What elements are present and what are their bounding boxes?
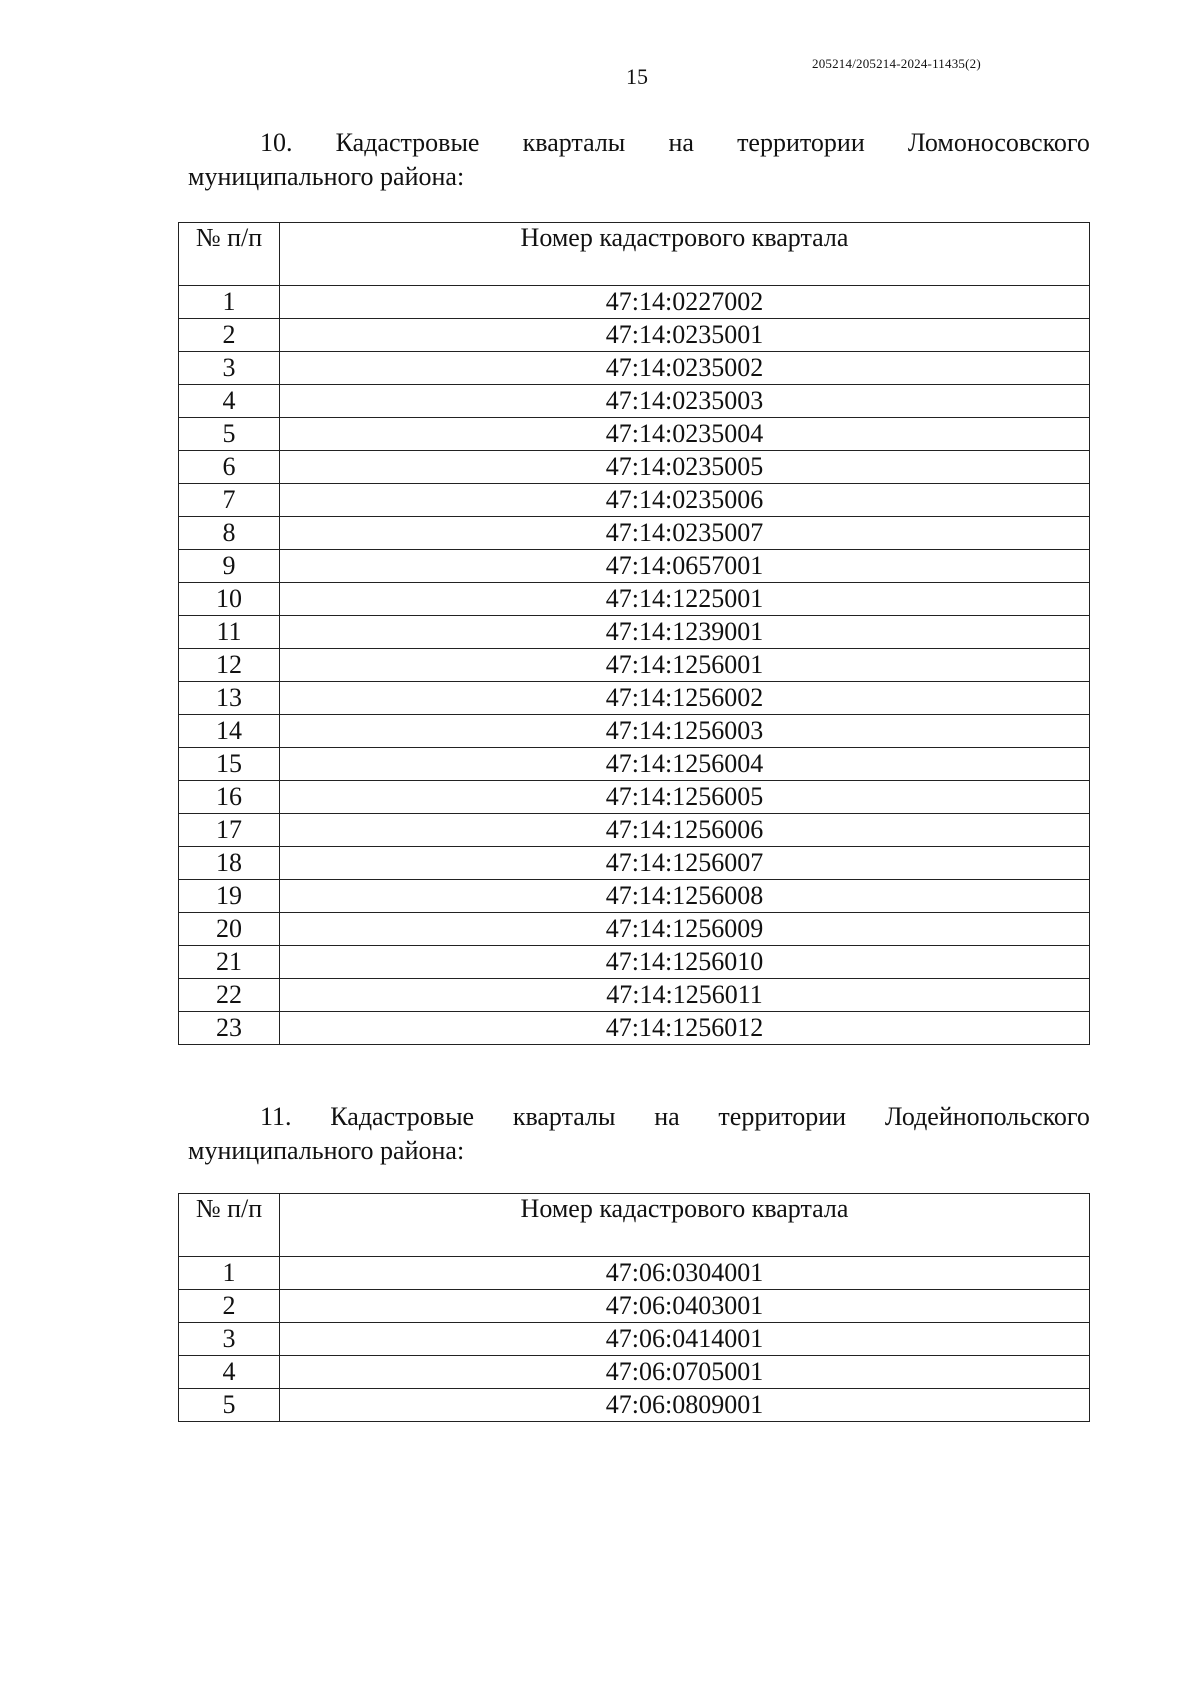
table-row: [179, 1257, 1090, 1290]
cadastral-block-cell: 47:14:0235003: [280, 385, 1090, 418]
section-heading-11: [188, 1100, 1090, 1168]
row-number-cell: 19: [179, 880, 280, 913]
document-code: 205214/205214-2024-11435(2): [812, 56, 981, 71]
table-row: [179, 880, 1090, 913]
cadastral-block-cell: 47:06:0809001: [280, 1389, 1090, 1422]
cadastral-block-cell: 47:14:1256009: [280, 913, 1090, 946]
cadastral-block-cell: 47:14:0657001: [280, 550, 1090, 583]
row-number-cell: 13: [179, 682, 280, 715]
cadastral-block-cell: 47:06:0304001: [280, 1257, 1090, 1290]
cadastral-block-cell: 47:14:1256010: [280, 946, 1090, 979]
table-row: [179, 550, 1090, 583]
table-row: [179, 352, 1090, 385]
table-row: [179, 385, 1090, 418]
section-number: 11.: [260, 1102, 292, 1131]
section-heading-line1: [188, 1100, 1090, 1134]
row-number-cell: 4: [179, 1356, 280, 1389]
table-header-row: [179, 1194, 1090, 1257]
column-header-number: № п/п: [179, 1194, 280, 1257]
table-row: [179, 484, 1090, 517]
cadastral-block-cell: 47:14:1256011: [280, 979, 1090, 1012]
cadastral-block-cell: 47:14:1256004: [280, 748, 1090, 781]
row-number-cell: 23: [179, 1012, 280, 1045]
heading-word: на: [654, 1102, 680, 1131]
column-header-block-number: Номер кадастрового квартала: [280, 1194, 1090, 1257]
table-row: [179, 1389, 1090, 1422]
cadastral-block-cell: 47:14:1256012: [280, 1012, 1090, 1045]
cadastral-block-cell: 47:14:0235001: [280, 319, 1090, 352]
row-number-cell: 2: [179, 1290, 280, 1323]
table-row: [179, 1012, 1090, 1045]
section-heading-line2: муниципального района:: [188, 162, 465, 191]
row-number-cell: 1: [179, 286, 280, 319]
section-number: 10.: [260, 128, 293, 157]
heading-word: кварталы: [522, 128, 626, 157]
page-number: 15: [626, 64, 648, 89]
row-number-cell: 14: [179, 715, 280, 748]
cadastral-block-cell: 47:14:0235004: [280, 418, 1090, 451]
row-number-cell: 8: [179, 517, 280, 550]
table-header-row: [179, 223, 1090, 286]
row-number-cell: 7: [179, 484, 280, 517]
heading-word: кварталы: [512, 1102, 616, 1131]
table-row: [179, 847, 1090, 880]
cadastral-block-cell: 47:14:1256003: [280, 715, 1090, 748]
table-row: [179, 517, 1090, 550]
row-number-cell: 2: [179, 319, 280, 352]
table-body: [179, 286, 1090, 1045]
row-number-cell: 5: [179, 1389, 280, 1422]
table-row: [179, 286, 1090, 319]
row-number-cell: 20: [179, 913, 280, 946]
row-number-cell: 3: [179, 352, 280, 385]
cadastral-block-cell: 47:14:1256006: [280, 814, 1090, 847]
column-header-number: № п/п: [179, 223, 280, 286]
table-row: [179, 451, 1090, 484]
section-heading-10: [188, 126, 1090, 194]
row-number-cell: 15: [179, 748, 280, 781]
row-number-cell: 11: [179, 616, 280, 649]
cadastral-block-cell: 47:14:0235007: [280, 517, 1090, 550]
row-number-cell: 6: [179, 451, 280, 484]
heading-word: на: [668, 128, 694, 157]
cadastral-block-cell: 47:14:0227002: [280, 286, 1090, 319]
heading-word: Кадастровые: [330, 1102, 475, 1131]
table-row: [179, 946, 1090, 979]
row-number-cell: 1: [179, 1257, 280, 1290]
table-row: [179, 649, 1090, 682]
cadastral-block-cell: 47:14:1256007: [280, 847, 1090, 880]
cadastral-block-cell: 47:06:0403001: [280, 1290, 1090, 1323]
table-row: [179, 979, 1090, 1012]
table-row: [179, 748, 1090, 781]
table-row: [179, 1356, 1090, 1389]
cadastral-block-cell: 47:06:0705001: [280, 1356, 1090, 1389]
cadastral-block-cell: 47:14:1256001: [280, 649, 1090, 682]
table-row: [179, 418, 1090, 451]
heading-word: территории: [718, 1102, 847, 1131]
cadastral-blocks-table-10: [178, 222, 1090, 1045]
table-row: [179, 781, 1090, 814]
row-number-cell: 16: [179, 781, 280, 814]
cadastral-block-cell: 47:14:1225001: [280, 583, 1090, 616]
section-heading-line1: [188, 126, 1090, 160]
table-row: [179, 715, 1090, 748]
cadastral-block-cell: 47:14:1256005: [280, 781, 1090, 814]
row-number-cell: 3: [179, 1323, 280, 1356]
cadastral-block-cell: 47:14:1256008: [280, 880, 1090, 913]
cadastral-block-cell: 47:14:0235002: [280, 352, 1090, 385]
row-number-cell: 9: [179, 550, 280, 583]
cadastral-block-cell: 47:14:1239001: [280, 616, 1090, 649]
row-number-cell: 22: [179, 979, 280, 1012]
row-number-cell: 17: [179, 814, 280, 847]
heading-word: Кадастровые: [335, 128, 480, 157]
cadastral-block-cell: 47:14:0235005: [280, 451, 1090, 484]
row-number-cell: 18: [179, 847, 280, 880]
cadastral-block-cell: 47:14:1256002: [280, 682, 1090, 715]
table-row: [179, 616, 1090, 649]
section-heading-line2: муниципального района:: [188, 1136, 465, 1165]
row-number-cell: 10: [179, 583, 280, 616]
row-number-cell: 12: [179, 649, 280, 682]
table-row: [179, 682, 1090, 715]
table-row: [179, 913, 1090, 946]
heading-word: территории: [737, 128, 865, 157]
table-row: [179, 583, 1090, 616]
row-number-cell: 4: [179, 385, 280, 418]
table-body: [179, 1257, 1090, 1422]
heading-word: Лодейнопольского: [884, 1102, 1090, 1131]
row-number-cell: 5: [179, 418, 280, 451]
column-header-block-number: Номер кадастрового квартала: [280, 223, 1090, 286]
table-row: [179, 1323, 1090, 1356]
table-row: [179, 1290, 1090, 1323]
table-row: [179, 814, 1090, 847]
row-number-cell: 21: [179, 946, 280, 979]
cadastral-block-cell: 47:14:0235006: [280, 484, 1090, 517]
table-row: [179, 319, 1090, 352]
cadastral-block-cell: 47:06:0414001: [280, 1323, 1090, 1356]
cadastral-blocks-table-11: [178, 1193, 1090, 1422]
heading-word: Ломоносовского: [907, 128, 1090, 157]
